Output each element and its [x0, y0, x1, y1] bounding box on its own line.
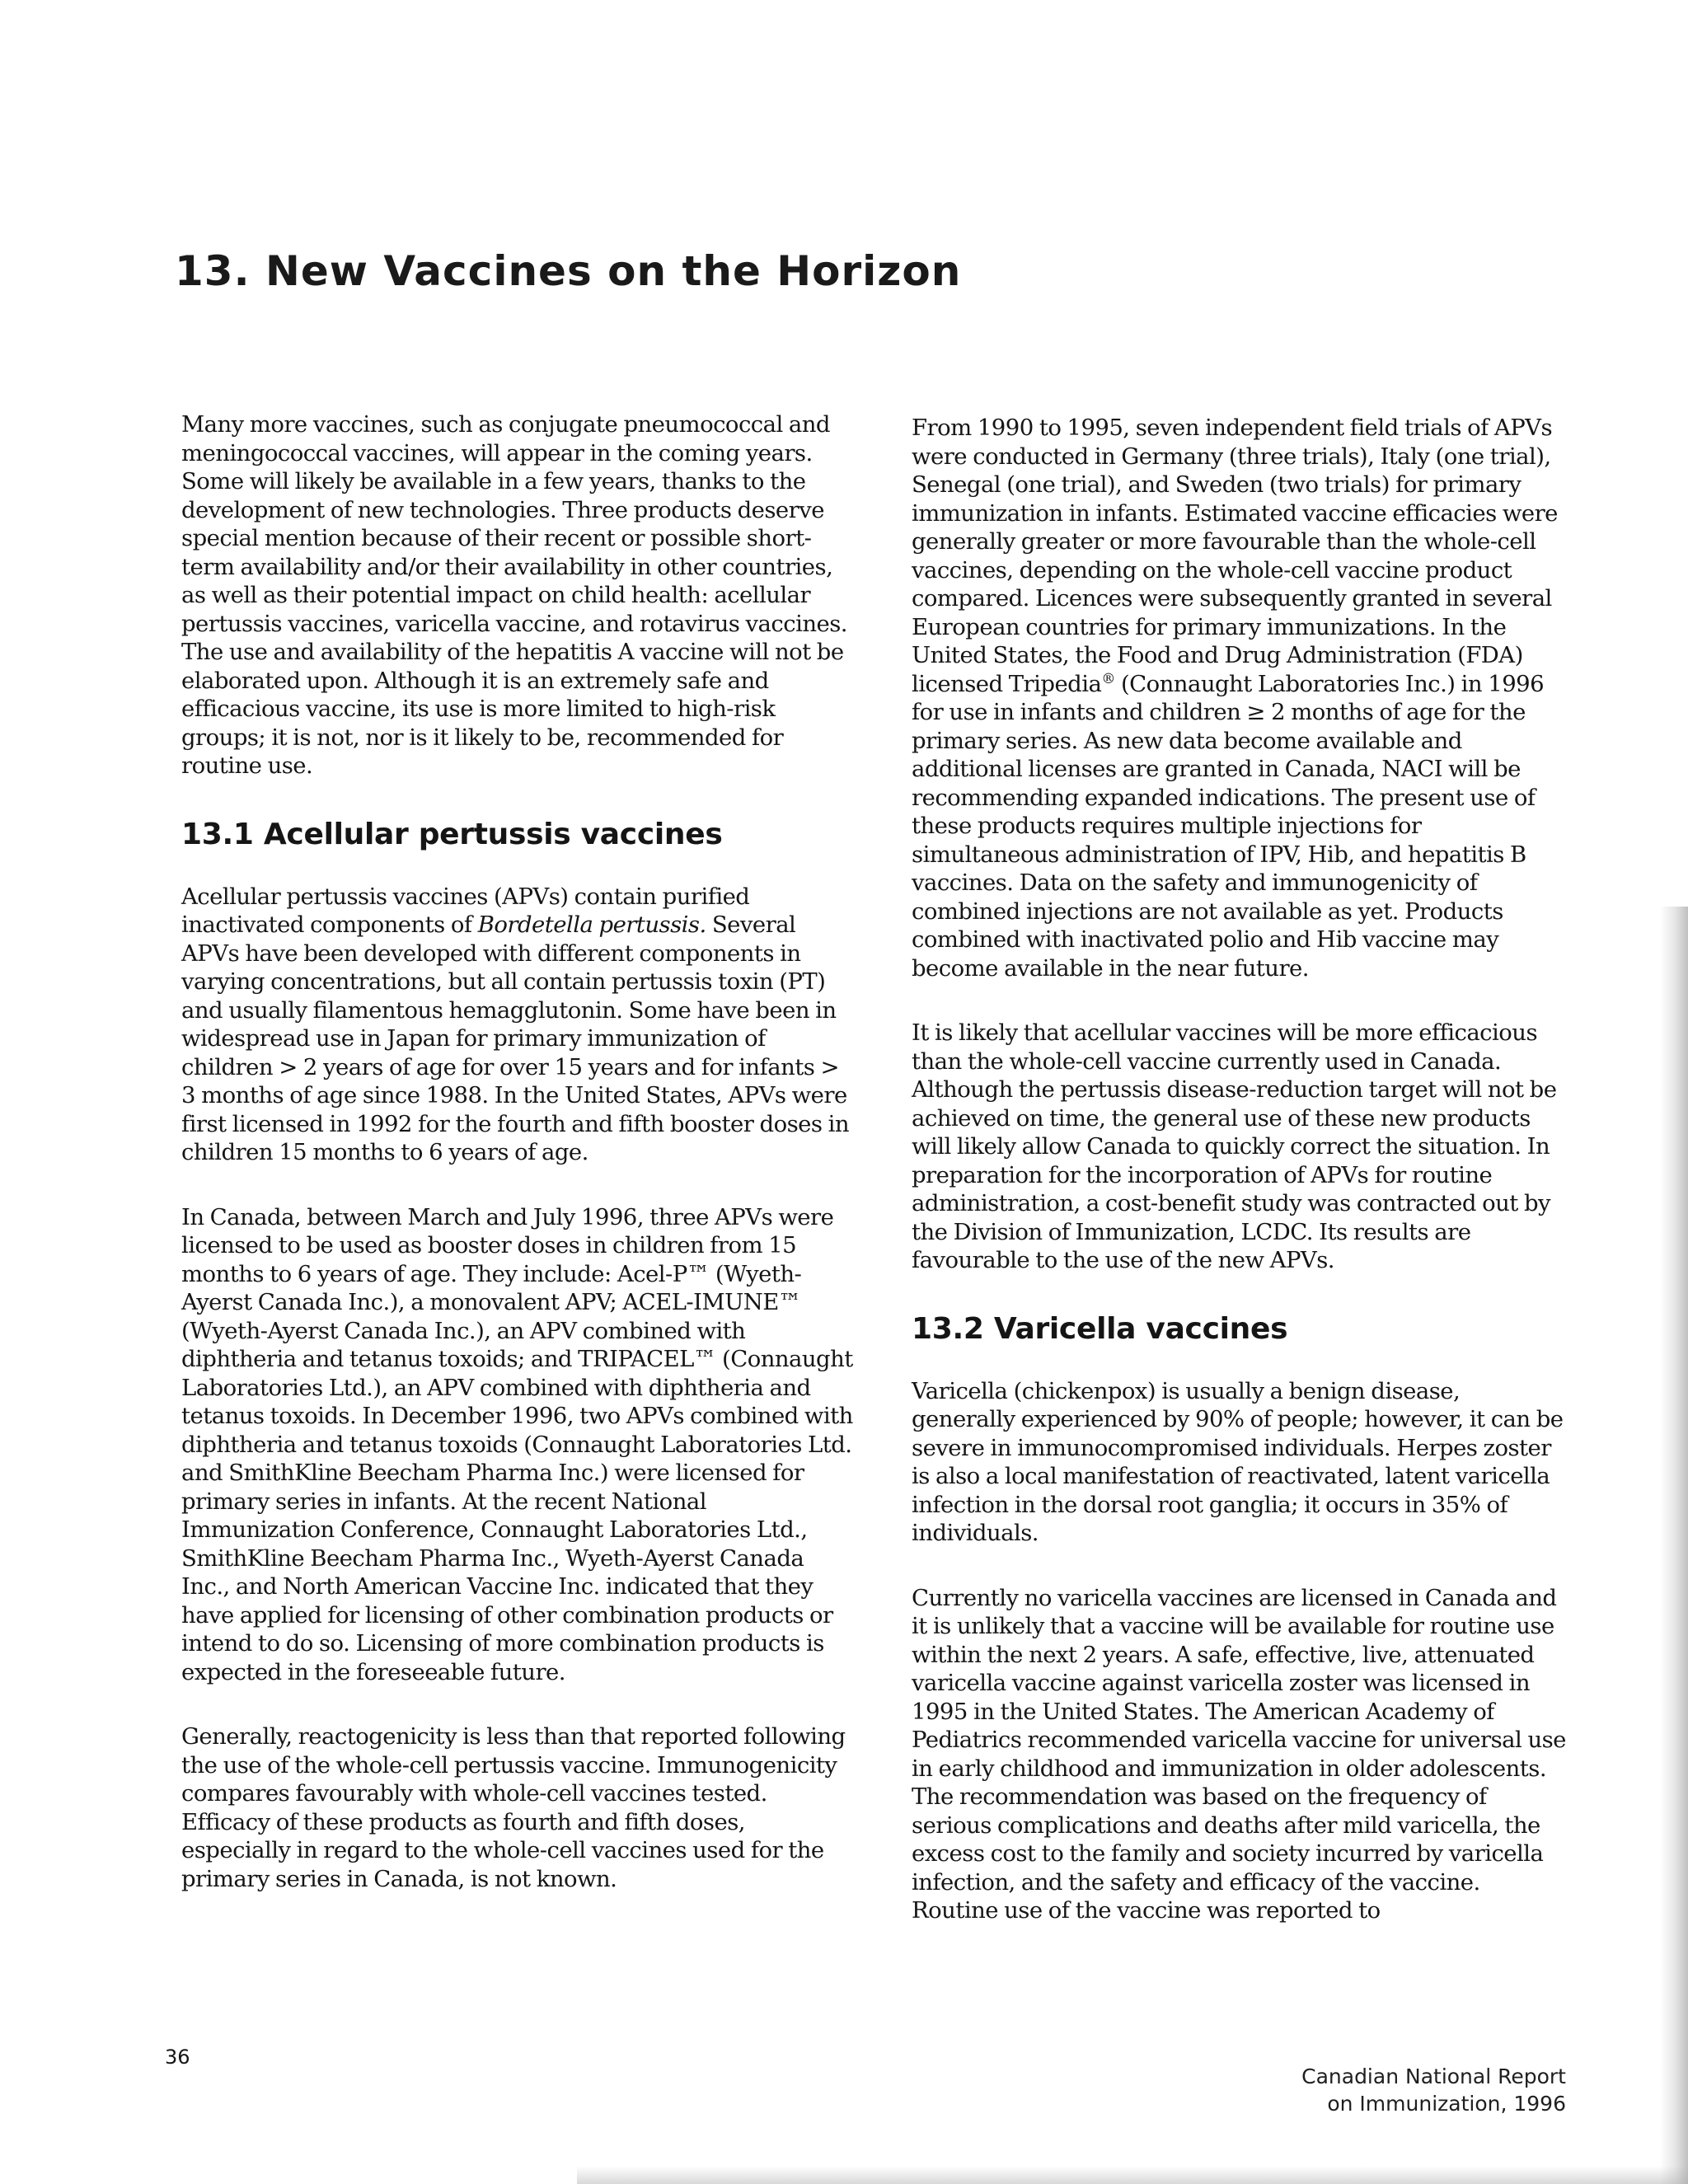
apv-paragraph-2: In Canada, between March and July 1996, three APVs were licensed to be used as booster doses in children from 15 months to 6 years of age. They include: Acel-P™ (Wyeth-Ayerst Canada Inc.), a monovalent APV; ACEL-IMUNE™ (Wyeth-Ayerst Canada Inc.), an APV combined with diphtheria and tetanus toxoids; and TRIPACEL™ (Connaught Laboratories Ltd.), an APV combined with diphtheria and tetanus toxoids. In December 1996, two APVs combined with diphtheria and tetanus toxoids (Connaught Laboratories Ltd. and SmithKline Beecham Pharma Inc.) were licensed for primary series in infants. At the recent National Immunization Conference, Connaught Laboratories Ltd., SmithKline Beecham Pharma Inc., Wyeth-Ayerst Canada Inc., and North American Vaccine Inc. indicated that they have applied for licensing of other combination products or intend to do so. Licensing of more combination products is expected in the foreseeable future. — [181, 1203, 853, 1685]
varicella-paragraph-1: Varicella (chickenpox) is usually a benign disease, generally experienced by 90% of people; however, it can be severe in immunocompromised individuals. Herpes zoster is also a local manifestation of reactivated, latent varicella infection in the dorsal root ganglia; it occurs in 35% of individuals. — [912, 1377, 1564, 1546]
intro-paragraph: Many more vaccines, such as conjugate pneumococcal and meningococcal vaccines, will appear in the coming years. Some will likely be available in a few years, thanks to the development of new technologies. Three products deserve special mention because of their recent or possible short-term availability and/or their availability in other countries, as well as their potential impact on child health: acellular pertussis vaccines, varicella vaccine, and rotavirus vaccines. The use and availability of the hepatitis A vaccine will not be elaborated upon. Although it is an extremely safe and efficacious vaccine, its use is more limited to high-risk groups; it is not, nor is it likely to be, recommended for routine use. — [181, 411, 847, 779]
apv-paragraph-1-start: Acellular pertussis vaccines (APVs) contain purified inactivated components of — [181, 883, 750, 938]
section-heading-13-2: 13.2 Varicella vaccines — [912, 1311, 1288, 1346]
footer-line-2: on Immunization, 1996 — [1327, 2092, 1566, 2116]
chapter-title: 13. New Vaccines on the Horizon — [175, 247, 962, 295]
footer-line-1: Canadian National Report — [1301, 2064, 1566, 2088]
scan-edge-shadow — [1660, 907, 1688, 2184]
apv-paragraph-1 — [181, 883, 854, 1167]
section-heading-13-1: 13.1 Acellular pertussis vaccines — [181, 817, 723, 851]
bordetella-pertussis-term: Bordetella pertussis. — [477, 912, 706, 938]
field-trials-paragraph — [912, 414, 1568, 982]
scan-bottom-shadow — [577, 2166, 1688, 2184]
right-column — [912, 414, 1568, 1925]
efficacy-paragraph: It is likely that acellular vaccines will be more efficacious than the whole-cell vaccine currently used in Canada. Although the pertussis disease-reduction target will not be achieved on time, the general use of these new products will likely allow Canada to quickly correct the situation. In preparation for the incorporation of APVs for routine administration, a cost-benefit study was contracted out by the Division of Immunization, LCDC. Its results are favourable to the use of the new APVs. — [912, 1019, 1557, 1273]
apv-paragraph-1-end: Several APVs have been developed with different components in varying concentrations, but all contain pertussis toxin (PT) and usually filamentous hemagglutonin. Some have been in widespread use in Japan for primary immunization of children > 2 years of age for over 15 years and for infants > 3 months of age since 1988. In the United States, APVs were first licensed in 1992 for the fourth and fifth booster doses in children 15 months to 6 years of age. — [181, 912, 850, 1165]
registered-mark: ® — [1101, 670, 1115, 687]
left-column — [181, 410, 854, 1893]
field-trials-end: (Connaught Laboratories Inc.) in 1996 for use in infants and children ≥ 2 months of age for the primary series. As new data become available and additional licenses are granted in Canada, NACI will be recommending expanded indications. The present use of these products requires multiple injections for simultaneous administration of IPV, Hib, and hepatitis B vaccines. Data on the safety and immunogenicity of combined injections are not available as yet. Products combined with inactivated polio and Hib vaccine may become available in the near future. — [912, 670, 1545, 982]
footer-report-title — [1220, 2063, 1566, 2117]
varicella-paragraph-2: Currently no varicella vaccines are licensed in Canada and it is unlikely that a vaccine will be available for routine use within the next 2 years. A safe, effective, live, attenuated varicella vaccine against varicella zoster was licensed in 1995 in the United States. The American Academy of Pediatrics recommended varicella vaccine for universal use in early childhood and immunization in older adolescents. The recommendation was based on the frequency of serious complications and deaths after mild varicella, the excess cost to the family and society incurred by varicella infection, and the safety and efficacy of the vaccine. Routine use of the vaccine was reported to — [912, 1584, 1566, 1924]
apv-paragraph-3: Generally, reactogenicity is less than that reported following the use of the whole-cell pertussis vaccine. Immunogenicity compares favourably with whole-cell vaccines tested. Efficacy of these products as fourth and fifth doses, especially in regard to the whole-cell vaccines used for the primary series in Canada, is not known. — [181, 1723, 846, 1892]
field-trials-start: From 1990 to 1995, seven independent field trials of APVs were conducted in Germany (three trials), Italy (one trial), Senegal (one trial), and Sweden (two trials) for primary immunization in infants. Estimated vaccine efficacies were generally greater or more favourable than the whole-cell vaccines, depending on the whole-cell vaccine product compared. Licences were subsequently granted in several European countries for primary immunizations. In the United States, the Food and Drug Administration (FDA) licensed Tripedia — [912, 415, 1558, 697]
page-number: 36 — [165, 2046, 190, 2069]
